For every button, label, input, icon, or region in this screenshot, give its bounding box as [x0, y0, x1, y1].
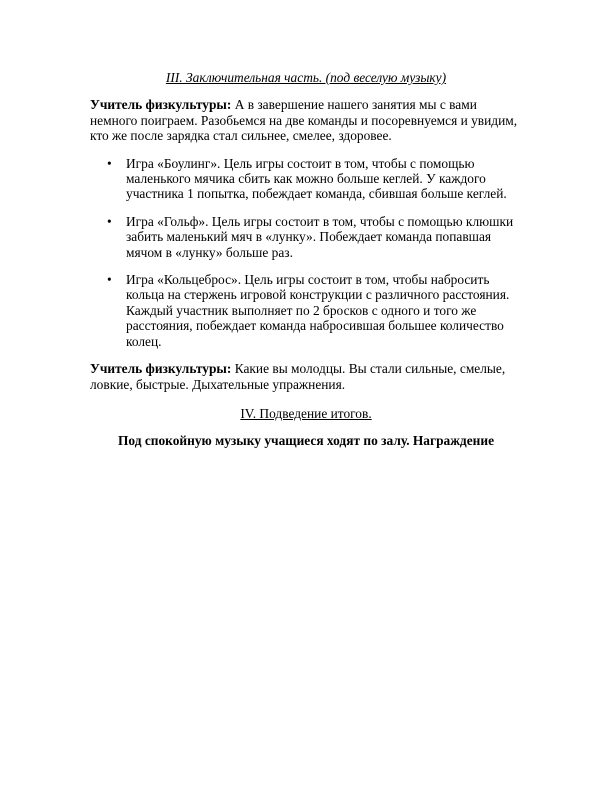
games-list: [90, 156, 522, 349]
game-item-golf: [90, 214, 522, 260]
document-page: [90, 70, 522, 449]
section-3-title: III. Заключительная часть. (под веселую музыку): [165, 70, 447, 85]
bullet-icon: •: [107, 272, 112, 288]
intro-text: А в завершение нашего занятия мы с вами немного поиграем. Разобьемся на две команды и посоревнуемся и увидим, кто же после зарядка стал сильнее, смелее, здоровее.: [90, 97, 518, 144]
outro-speaker: Учитель физкультуры:: [90, 361, 232, 377]
game-item-bowling: [90, 156, 522, 202]
bullet-icon: •: [107, 155, 112, 171]
intro-paragraph: [90, 97, 522, 143]
outro-text: Какие вы молодцы. Вы стали сильные, смелые, ловкие, быстрые. Дыхательные упражнения.: [90, 361, 506, 392]
outro-paragraph: [90, 361, 522, 392]
closing-line: Под спокойную музыку учащиеся ходят по залу. Награждение: [117, 433, 495, 449]
bullet-icon: •: [107, 213, 112, 229]
intro-speaker: Учитель физкультуры:: [90, 97, 232, 113]
section-4-title: IV. Подведение итогов.: [240, 405, 372, 421]
game-item-ring-toss: [90, 272, 522, 349]
game-text: Игра «Боулинг». Цель игры состоит в том, чтобы с помощью маленького мячика сбить как можно больше кеглей. У каждого участника 1 попытка, побеждает команда, сбившая больше кеглей.: [126, 155, 507, 202]
game-text: Игра «Гольф». Цель игры состоит в том, чтобы с помощью клюшки забить маленький мяч в «лунку». Побеждает команда попавшая мячом в «лунку» больше раз.: [126, 213, 514, 260]
game-text: Игра «Кольцеброс». Цель игры состоит в том, чтобы набросить кольца на стержень игровой конструкции с различного расстояния. Каждый участник выполняет по 2 бросков с одного и того же расстояния, побеждает команда набросившая большее количество колец.: [126, 272, 510, 349]
